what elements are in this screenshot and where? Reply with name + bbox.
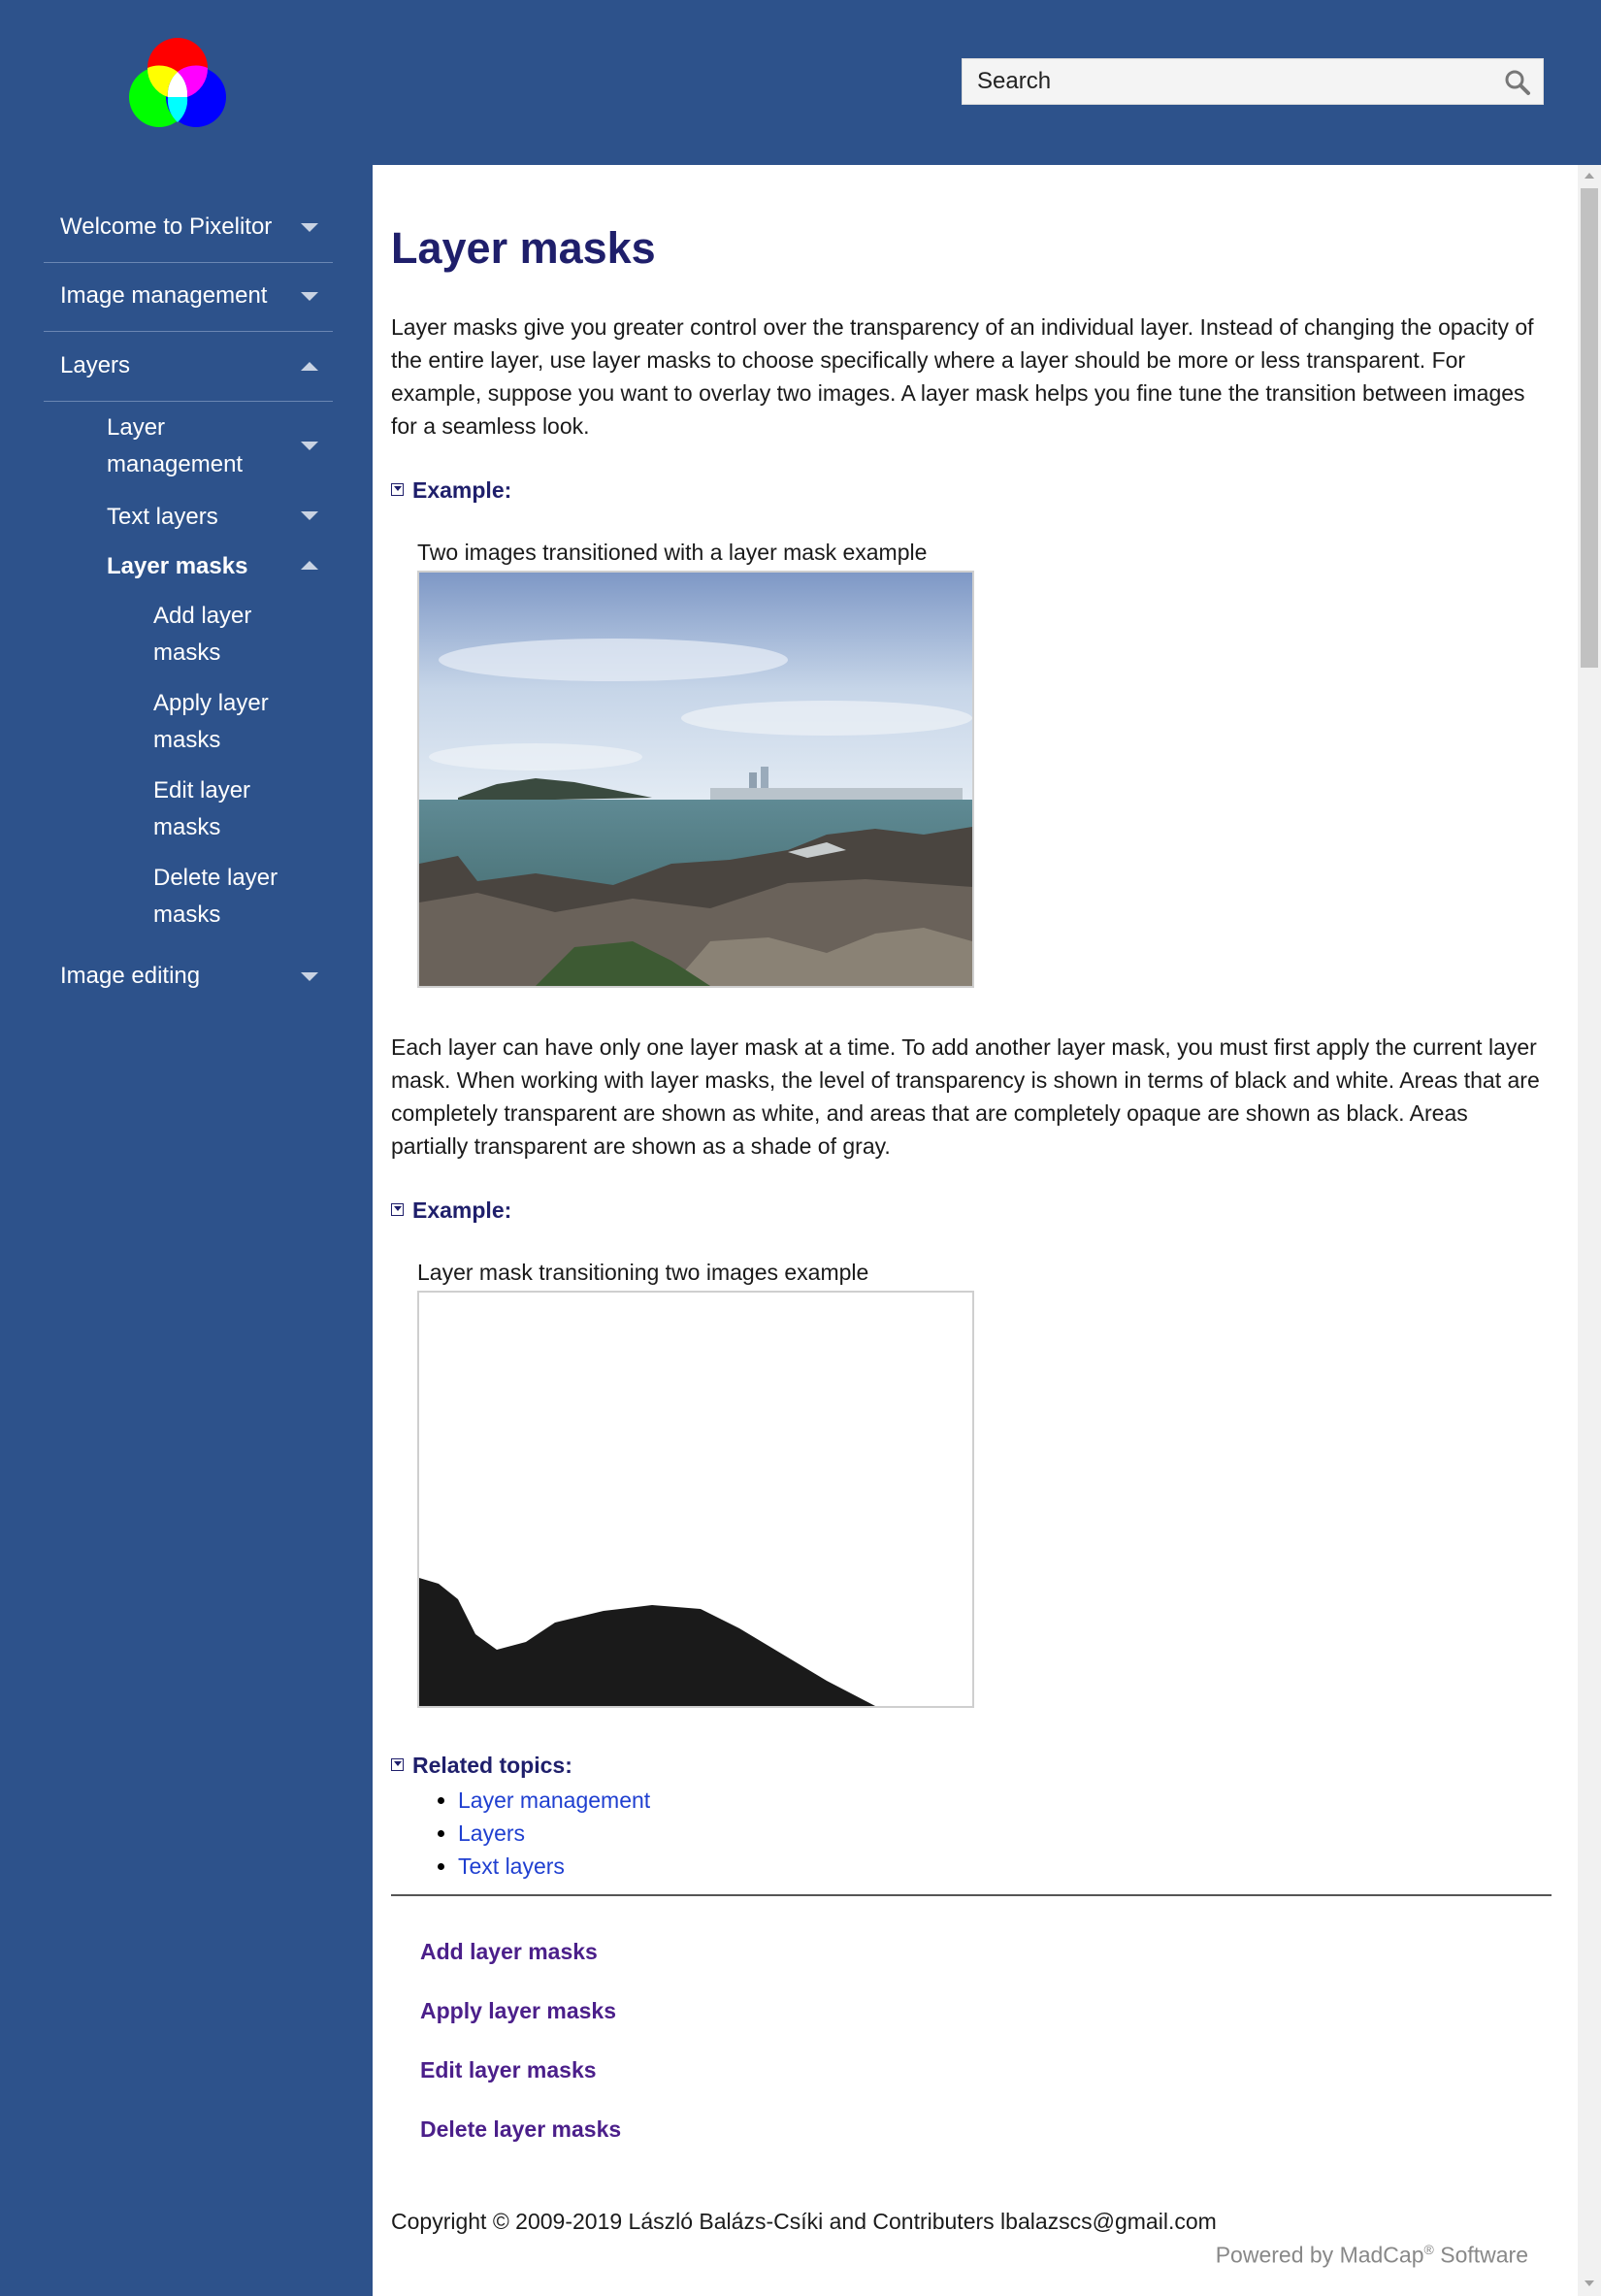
powered-by-text [1216, 2242, 1528, 2269]
seascape-illustration [419, 573, 972, 986]
layer-mask-image [417, 1291, 974, 1708]
search-box [962, 58, 1544, 105]
related-topics-list [423, 1784, 650, 1883]
sidebar-item-layer-management[interactable]: Layer management [107, 414, 244, 477]
sidebar-item-image-editing[interactable]: Image editing [60, 963, 201, 989]
related-link-layers[interactable]: Layers [458, 1820, 526, 1846]
divider [44, 331, 333, 332]
collapse-icon[interactable] [391, 483, 404, 496]
search-input[interactable] [963, 59, 1516, 104]
list-item [458, 1784, 650, 1817]
header [0, 0, 1601, 165]
child-link-add-layer-masks[interactable]: Add layer masks [420, 1939, 598, 1964]
sidebar-item-layer-masks[interactable]: Layer masks [107, 553, 248, 579]
powered-by-suffix: Software [1433, 2242, 1528, 2268]
sidebar-item-apply-layer-masks[interactable]: Apply layer masks [153, 690, 269, 753]
example-toggle[interactable] [391, 1197, 511, 1224]
sidebar-item-delete-layer-masks[interactable]: Delete layer masks [153, 865, 278, 928]
intro-paragraph: Layer masks give you greater control over the transparency of an individual layer. Instead of changing the opacity of the entire layer, use layer masks to choose specifically where a layer should be more or less transparent. For example, suppose you want to overlay two images. A layer mask helps you fine tune the transition between images for a seamless look. [391, 314, 1534, 439]
chevron-up-icon[interactable] [301, 362, 318, 371]
sidebar-item-edit-layer-masks[interactable]: Edit layer masks [153, 777, 251, 840]
figure-caption: Two images transitioned with a layer mask example [417, 540, 928, 565]
layer-mask-illustration [419, 1293, 972, 1706]
scrollbar[interactable] [1578, 165, 1601, 2296]
scrollbar-thumb[interactable] [1581, 188, 1598, 668]
scroll-up-icon[interactable] [1585, 173, 1594, 179]
chevron-down-icon[interactable] [301, 972, 318, 981]
sidebar-nav [0, 165, 373, 2296]
divider [44, 262, 333, 263]
related-topics-toggle[interactable] [391, 1753, 572, 1779]
body-paragraph: Each layer can have only one layer mask at a time. To add another layer mask, you must first apply the current layer mask. When working with layer masks, the level of transparency is shown in terms of black and white. Areas that are completely transparent are shown as white, and areas that are completely opaque are shown as black. Areas partially transparent are shown as a shade of gray. [391, 1034, 1540, 1159]
chevron-down-icon[interactable] [301, 223, 318, 232]
list-item [458, 1817, 650, 1850]
example-heading: Example: [412, 1197, 512, 1223]
powered-by-label: Powered by MadCap [1215, 2242, 1424, 2268]
topic-content [373, 165, 1578, 2296]
sidebar-item-add-layer-masks[interactable]: Add layer masks [153, 603, 252, 666]
child-link-delete-layer-masks[interactable]: Delete layer masks [420, 2116, 622, 2142]
chevron-up-icon[interactable] [301, 561, 318, 570]
scroll-down-icon[interactable] [1585, 2280, 1594, 2286]
chevron-down-icon[interactable] [301, 292, 318, 301]
figure-caption: Layer mask transitioning two images example [417, 1260, 869, 1285]
child-link-edit-layer-masks[interactable]: Edit layer masks [420, 2057, 597, 2083]
sidebar-item-welcome[interactable]: Welcome to Pixelitor [60, 213, 273, 240]
search-icon[interactable] [1502, 67, 1533, 98]
chevron-down-icon[interactable] [301, 442, 318, 450]
example-heading: Example: [412, 477, 512, 503]
example-toggle[interactable] [391, 477, 511, 504]
sidebar-item-text-layers[interactable]: Text layers [107, 504, 218, 530]
divider [391, 1894, 1552, 1896]
registered-mark: ® [1423, 2242, 1434, 2257]
child-link-apply-layer-masks[interactable]: Apply layer masks [420, 1998, 617, 2023]
related-topics-heading: Related topics: [412, 1753, 572, 1778]
seascape-image [417, 571, 974, 988]
sidebar-item-layers[interactable]: Layers [60, 352, 131, 378]
related-link-text-layers[interactable]: Text layers [458, 1853, 565, 1879]
divider [44, 401, 333, 402]
list-item [458, 1850, 650, 1883]
collapse-icon[interactable] [391, 1758, 404, 1771]
pixelitor-logo[interactable] [126, 37, 229, 130]
sidebar-item-image-management[interactable]: Image management [60, 282, 268, 309]
related-link-layer-management[interactable]: Layer management [458, 1788, 651, 1813]
collapse-icon[interactable] [391, 1203, 404, 1216]
chevron-down-icon[interactable] [301, 511, 318, 520]
copyright-text: Copyright © 2009-2019 László Balázs-Csíki and Contributers lbalazscs@gmail.com [391, 2209, 1217, 2234]
page-title: Layer masks [391, 223, 656, 273]
